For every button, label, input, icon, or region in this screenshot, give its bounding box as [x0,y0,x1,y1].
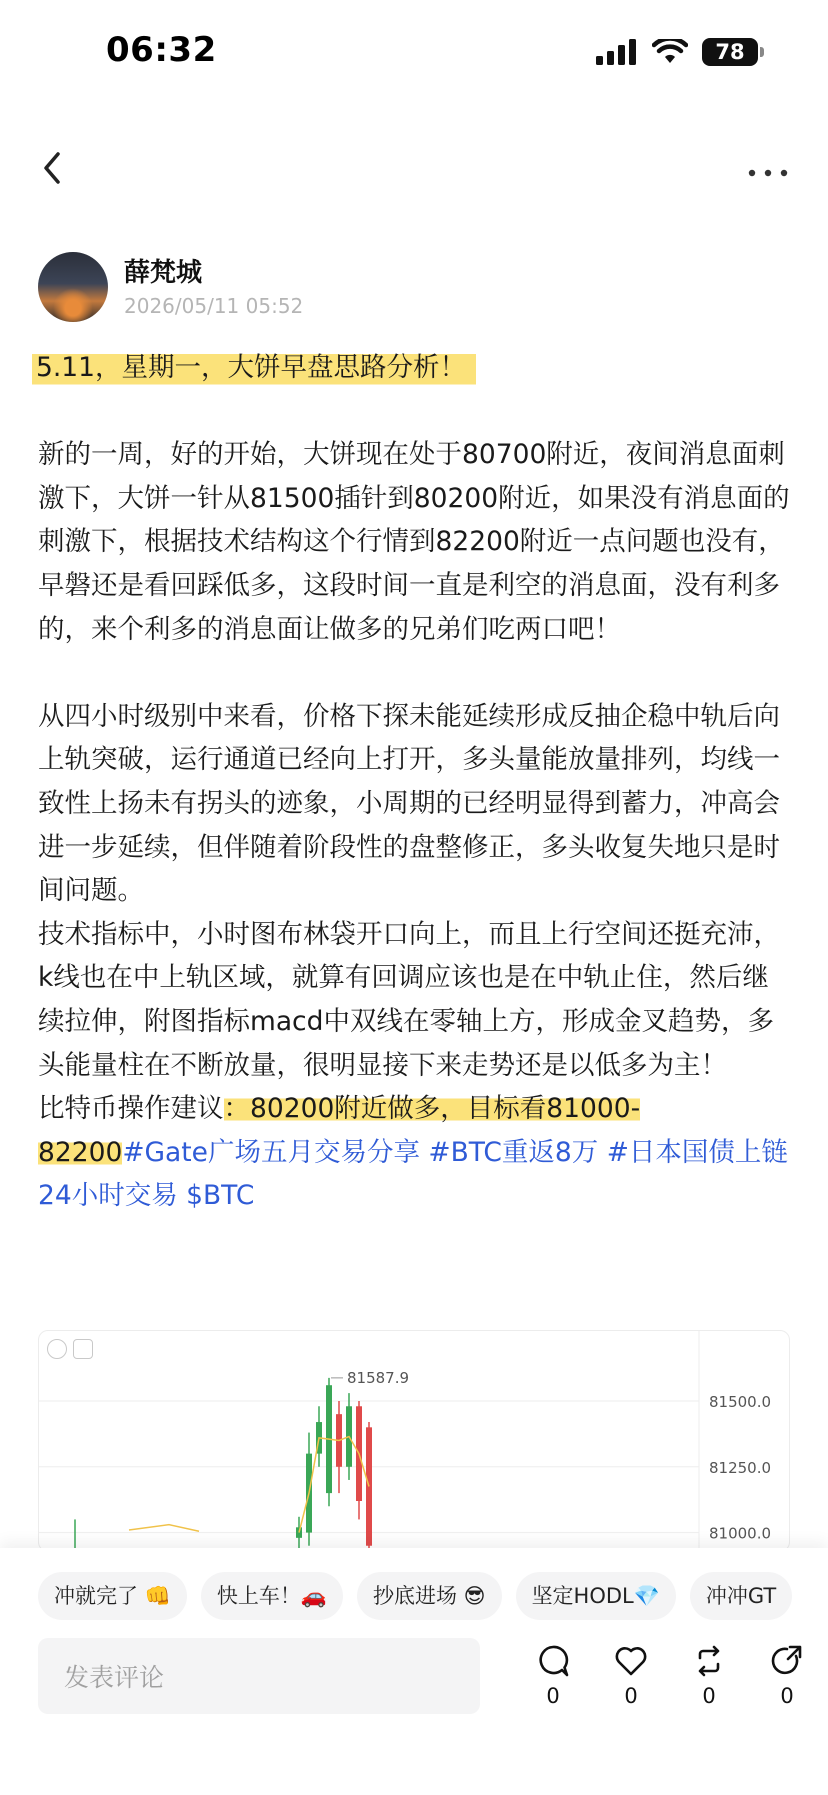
author-name[interactable]: 薛梵城 [124,258,203,288]
chevron-left-icon [38,148,68,188]
comment-icon [536,1644,570,1678]
comment-button[interactable] [514,1644,592,1708]
advice-prefix: 比特币操作建议 [38,1093,224,1125]
more-button[interactable] [748,150,788,184]
battery-icon [702,38,758,66]
wifi-icon [652,39,688,65]
repost-count: 0 [702,1684,716,1708]
advice-highlight: ：80200附近做多，目标看81000-82200 [38,1093,641,1168]
post-advice [38,1087,794,1218]
more-horizontal-icon [748,168,788,178]
battery-level: 78 [715,40,745,64]
like-heart-icon [614,1644,648,1678]
status-time: 06:32 [106,30,217,70]
quick-reply-chip[interactable]: 快上车！🚗 [201,1572,343,1620]
moving-average-line [129,1525,199,1532]
candle-body [366,1427,372,1545]
y-tick-label: 81500.0 [709,1393,772,1411]
comment-placeholder: 发表评论 [64,1663,165,1692]
post-paragraph-3: 技术指标中，小时图布林袋开口向上，而且上行空间还挺充沛，k线也在中上轨区域，就算有回调应该也是在中轨止住，然后继续拉伸，附图指标macd中双线在零轴上方，形成金叉趋势，多头能量柱在不断放量，很明显接下来走势还是以低多为主！ [38,918,780,1081]
y-tick-label: 81000.0 [709,1524,772,1543]
post-timestamp: 2026/05/11 05:52 [124,294,304,318]
chart-card[interactable] [38,1330,790,1552]
quick-reply-chips [38,1572,792,1620]
signal-icon [596,39,638,65]
peak-label: 81587.9 [347,1368,410,1387]
comment-count: 0 [546,1684,560,1708]
quick-reply-chip[interactable]: 坚定HODL💎 [516,1572,676,1620]
repost-button[interactable] [670,1644,748,1708]
candlestick-chart [39,1331,789,1551]
post-title: 5.11，星期一，大饼早盘思路分析！ [32,346,476,390]
post-paragraph-1: 新的一周，好的开始，大饼现在处于80700附近，夜间消息面刺激下，大饼一针从81500插针到80200附近，如果没有消息面的刺激下，根据技术结构这个行情到82200附近一点问题也没有，早磐还是看回踩低多，这段时间一直是利空的消息面，没有利多的，来个利多的消息面让做多的兄弟们吃两口吧！ [38,439,790,645]
post-body [38,346,794,1218]
share-button[interactable] [748,1644,826,1708]
repost-icon [692,1644,726,1678]
y-tick-label: 81250.0 [709,1458,772,1477]
post-tags[interactable]: #Gate广场五月交易分享 #BTC重返8万 #日本国债上链24小时交易 $BTC [38,1136,788,1212]
back-button[interactable] [38,148,68,188]
post-paragraph-2: 从四小时级别中来看，价格下探未能延续形成反抽企稳中轨后向上轨突破，运行通道已经向上打开，多头量能放量排列，均线一致性上扬未有拐头的迹象，小周期的已经明显得到蓄力，冲高会进一步延续，但伴随着阶段性的盘整修正，多头收复失地只是时间问题。 [38,700,780,907]
share-icon [770,1644,804,1678]
candle-body [296,1527,302,1538]
bottom-bar [0,1548,828,1795]
like-count: 0 [624,1684,638,1708]
quick-reply-chip[interactable]: 冲就完了 👊 [38,1572,187,1620]
comment-input[interactable] [38,1638,480,1714]
status-icons [596,38,758,66]
avatar[interactable] [38,252,108,322]
like-button[interactable] [592,1644,670,1708]
quick-reply-chip[interactable]: 冲冲GT [690,1572,792,1620]
post-actions [514,1644,826,1708]
quick-reply-chip[interactable]: 抄底进场 😎 [357,1572,502,1620]
share-count: 0 [780,1684,794,1708]
